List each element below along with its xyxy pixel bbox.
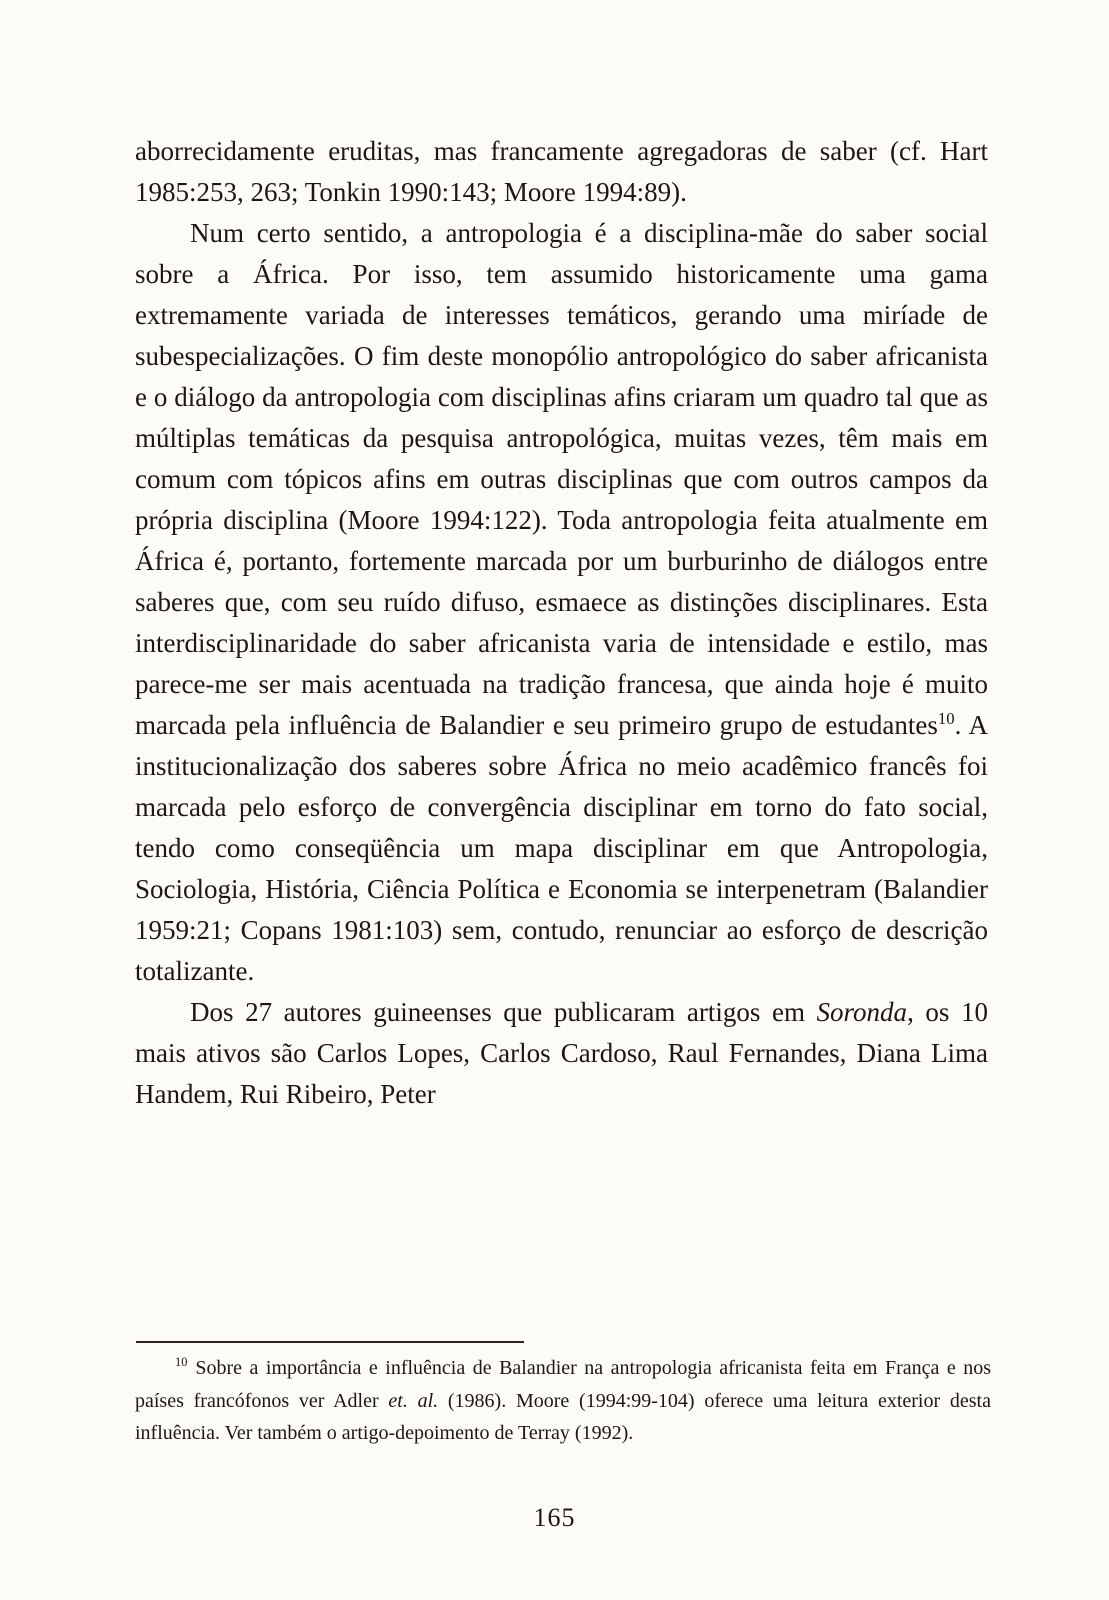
text-run: (1986). Moore (1994:99-104) oferece uma leitura exterior desta influência. Ver também o artigo-depoimento de Terray (1992). bbox=[135, 1389, 991, 1444]
text-run: Dos 27 autores guineenses que publicaram artigos em bbox=[190, 997, 817, 1027]
body-text bbox=[135, 131, 988, 1115]
footnote-body bbox=[135, 1357, 991, 1444]
footnote-marker: 10 bbox=[175, 1355, 188, 1370]
page-number: 165 bbox=[533, 1503, 576, 1532]
italic-text: Soronda bbox=[816, 997, 908, 1027]
text-run: Num certo sentido, a antropologia é a disciplina-mãe do saber social sobre a África. Por isso, tem assumido historicamente uma gama extremamente variada de interesses temáticos, gerando uma miríade de subespecializações. O fim deste monopólio antropológico do saber africanista e o diálogo da antropologia com disciplinas afins criaram um quadro tal que as múltiplas temáticas da pesquisa antropológica, muitas vezes, têm mais em comum com tópicos afins em outras disciplinas que com outros campos da própria disciplina (Moore 1994:122). Toda antropologia feita atualmente em África é, portanto, fortemente marcada por um burburinho de diálogos entre saberes que, com seu ruído difuso, esmaece as distinções disciplinares. Esta interdisciplinaridade do saber africanista varia de intensidade e estilo, mas parece-me ser mais acentuada na tradição francesa, que ainda hoje é muito marcada pela influência de Balandier e seu primeiro grupo de estudantes bbox=[135, 218, 988, 740]
footnote-paragraph bbox=[135, 1352, 991, 1450]
text-run: . A institucionalização dos saberes sobre África no meio acadêmico francês foi marcada pelo esforço de convergência disciplinar em torno do fato social, tendo como conseqüência um mapa disciplinar em que Antropologia, Sociologia, História, Ciência Política e Economia se interpenetram (Balandier 1959:21; Copans 1981:103) sem, contudo, renunciar ao esforço de descrição totalizante. bbox=[135, 710, 988, 986]
text-run: aborrecidamente eruditas, mas francamente agregadoras de saber (cf. Hart 1985:253, 263; Tonkin 1990:143; Moore 1994:89). bbox=[135, 136, 988, 207]
footnote bbox=[135, 1352, 991, 1450]
footnote-reference: 10 bbox=[937, 709, 955, 728]
text-run: , os 10 mais ativos são Carlos Lopes, Carlos Cardoso, Raul Fernandes, Diana Lima Handem, Rui Ribeiro, Peter bbox=[135, 997, 988, 1109]
paragraph bbox=[135, 131, 988, 213]
text-run: Sobre a importância e influência de Balandier na antropologia africanista feita em França e nos países francófonos ver Adler bbox=[135, 1357, 991, 1412]
footnote-separator bbox=[136, 1341, 524, 1343]
paragraph bbox=[135, 992, 988, 1115]
italic-text: et. al. bbox=[388, 1389, 439, 1412]
paragraph bbox=[135, 213, 988, 992]
